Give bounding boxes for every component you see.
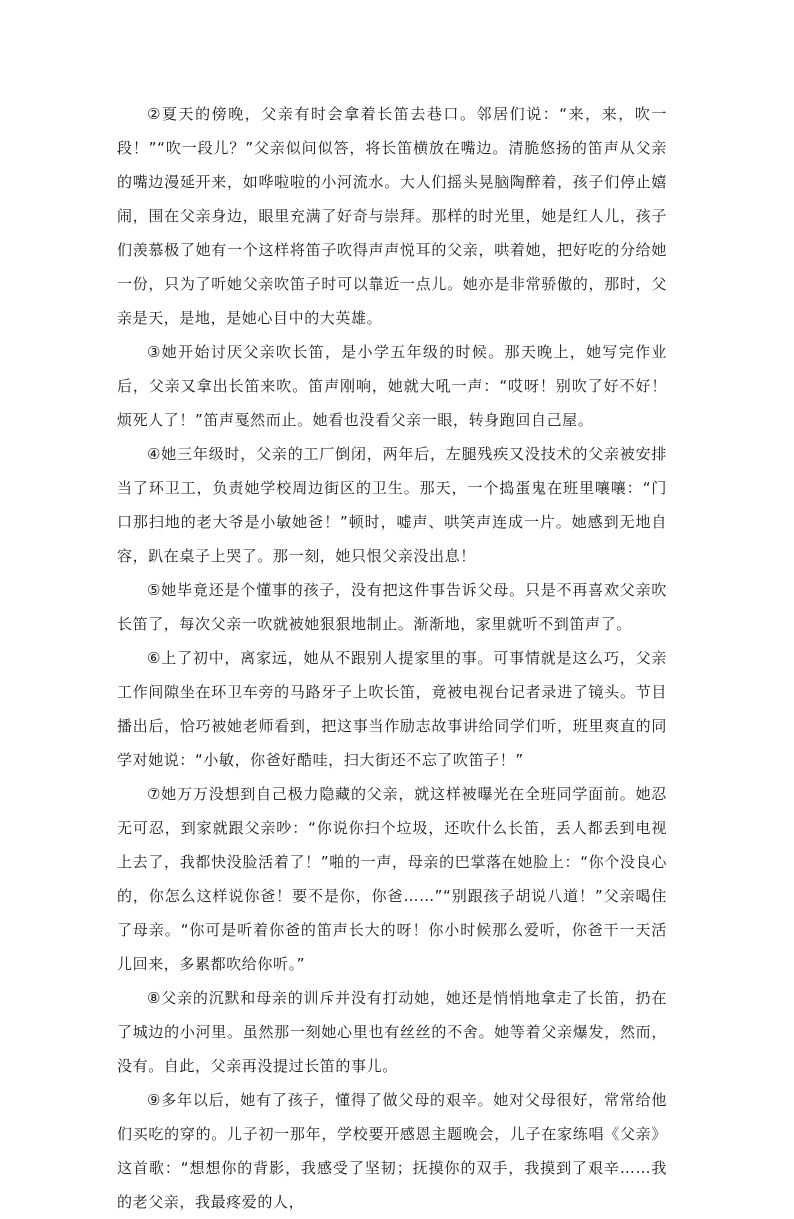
article-body — [117, 97, 667, 1219]
paragraph-7: ⑦她万万没想到自己极力隐藏的父亲，就这样被曝光在全班同学面前。她忍无可忍，到家就跟父亲吵：“你说你扫个垃圾，还吹什么长笛，丢人都丢到电视上去了，我都快没脸活着了！”啪的一声，母亲的巴掌落在她脸上：“你个没良心的，你怎么这样说你爸！要不是你，你爸……”“别跟孩子胡说八道！”父亲喝住了母亲。“你可是听着你爸的笛声长大的呀！你小时候那么爱听，你爸干一天活儿回来，多累都吹给你听。” — [117, 785, 667, 973]
paragraph-6: ⑥上了初中，离家远，她从不跟别人提家里的事。可事情就是这么巧，父亲工作间隙坐在环卫车旁的马路牙子上吹长笛，竟被电视台记者录进了镜头。节目播出后，恰巧被她老师看到，把这事当作励志故事讲给同学们听，班里爽直的同学对她说：“小敏，你爸好酷哇，扫大街还不忘了吹笛子！” — [117, 649, 667, 769]
paragraph-5: ⑤她毕竟还是个懂事的孩子，没有把这件事告诉父母。只是不再喜欢父亲吹长笛了，每次父亲一吹就被她狠狠地制止。渐渐地，家里就听不到笛声了。 — [117, 581, 667, 633]
paragraph-3: ③她开始讨厌父亲吹长笛，是小学五年级的时候。那天晚上，她写完作业后，父亲又拿出长笛来吹。笛声刚响，她就大吼一声：“哎呀！别吹了好不好！烦死人了！”笛声戛然而止。她看也没看父亲一眼，转身跑回自己屋。 — [117, 343, 667, 429]
paragraph-9: ⑨多年以后，她有了孩子，懂得了做父母的艰辛。她对父母很好，常常给他们买吃的穿的。儿子初一那年，学校要开感恩主题晚会，儿子在家练唱《父亲》这首歌：“想想你的背影，我感受了坚韧；抚摸你的双手，我摸到了艰辛……我的老父亲，我最疼爱的人， — [117, 1091, 667, 1211]
paragraph-8: ⑧父亲的沉默和母亲的训斥并没有打动她，她还是悄悄地拿走了长笛，扔在了城边的小河里。虽然那一刻她心里也有丝丝的不舍。她等着父亲爆发，然而，没有。自此，父亲再没提过长笛的事儿。 — [117, 989, 667, 1075]
paragraph-4: ④她三年级时，父亲的工厂倒闭，两年后，左腿残疾又没技术的父亲被安排当了环卫工，负责她学校周边街区的卫生。那天，一个捣蛋鬼在班里嚷嚷：“门口那扫地的老大爷是小敏她爸！”顿时，嘘声、哄笑声连成一片。她感到无地自容，趴在桌子上哭了。那一刻，她只恨父亲没出息！ — [117, 445, 667, 565]
paragraph-2: ②夏天的傍晚，父亲有时会拿着长笛去巷口。邻居们说：“来，来，吹一段！”“吹一段儿？”父亲似问似答，将长笛横放在嘴边。清脆悠扬的笛声从父亲的嘴边漫延开来，如哗啦啦的小河流水。大人们摇头晃脑陶醉着，孩子们停止嬉闹，围在父亲身边，眼里充满了好奇与崇拜。那样的时光里，她是红人儿，孩子们羡慕极了她有一个这样将笛子吹得声声悦耳的父亲，哄着她，把好吃的分给她一份，只为了听她父亲吹笛子时可以靠近一点儿。她亦是非常骄傲的，那时，父亲是天，是地，是她心目中的大英雄。 — [117, 105, 667, 327]
